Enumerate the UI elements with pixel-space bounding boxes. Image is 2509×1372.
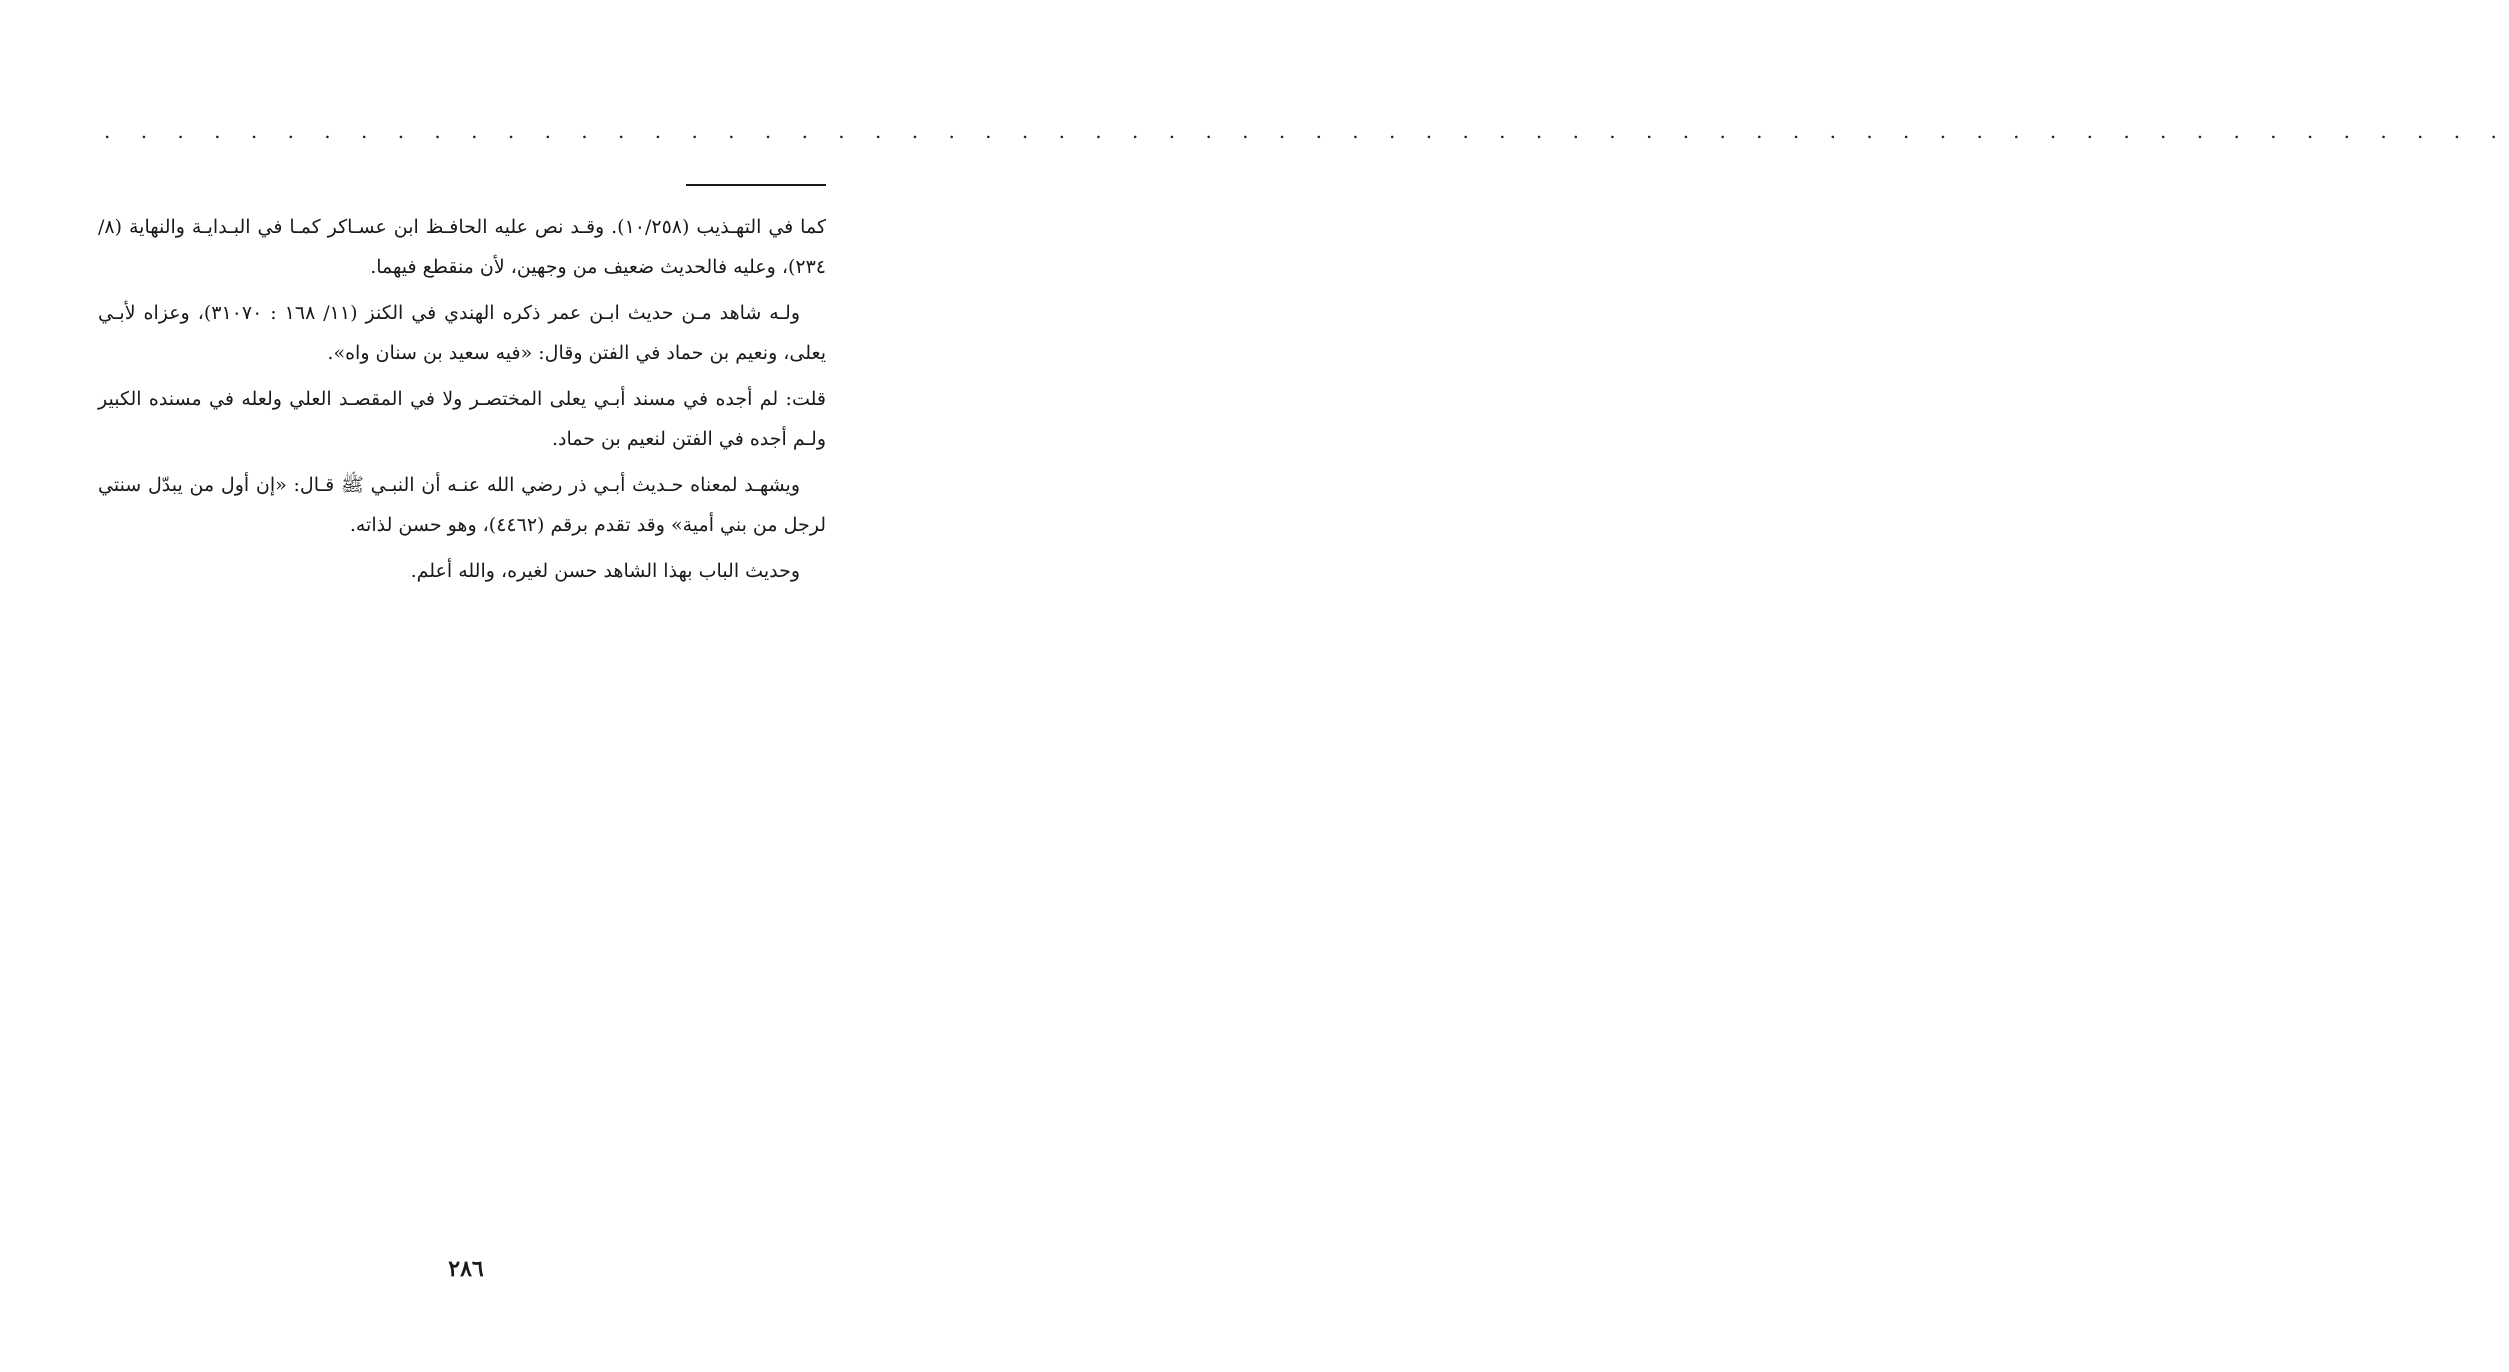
footnote-paragraph-1: كما في التهـذيب (١٠/٢٥٨). وقـد نص عليه الحافـظ ابن عسـاكر كمـا في البـدايـة والنهاية (٨/ ٢٣٤)، وعليه فالحديث ضعيف من وجهين، لأن منقطع فيهما. xyxy=(98,216,826,278)
page-number: ٢٨٦ xyxy=(448,1256,484,1282)
footnote-paragraph-5: وحديث الباب بهذا الشاهد حسن لغيره، والله أعلم. xyxy=(410,560,800,582)
footnote-paragraph-2: ولـه شاهد مـن حديث ابـن عمر ذكره الهندي في الكنز (١١/ ١٦٨ : ٣١٠٧٠)، وعزاه لأبـي يعلى، ونعيم بن حماد في الفتن وقال: «فيه سعيد بن سنان واه». xyxy=(98,302,826,364)
footnote-paragraph-4: ويشهـد لمعناه حـديث أبـي ذر رضي الله عنـه أن النبـي ﷺ قـال: «إن أول من يبدّل سنتي لرجل من بني أمية» وقد تقدم برقم (٤٤٦٢)، وهو حسن لذاته. xyxy=(98,474,826,536)
separator-dots: . . . . . . . . . . . . . . . . . . . . . . . . . . . . . . . . . . . . . . . . . . . . . . . . . . . . . . . . . . . . . . . . . . xyxy=(104,119,2509,143)
footnotes-block xyxy=(98,207,826,597)
footnote-rule xyxy=(686,184,826,186)
footnote-paragraph-3: قلت: لم أجده في مسند أبـي يعلى المختصـر ولا في المقصـد العلي ولعله في مسنده الكبير ولـم أجده في الفتن لنعيم بن حماد. xyxy=(98,388,826,450)
